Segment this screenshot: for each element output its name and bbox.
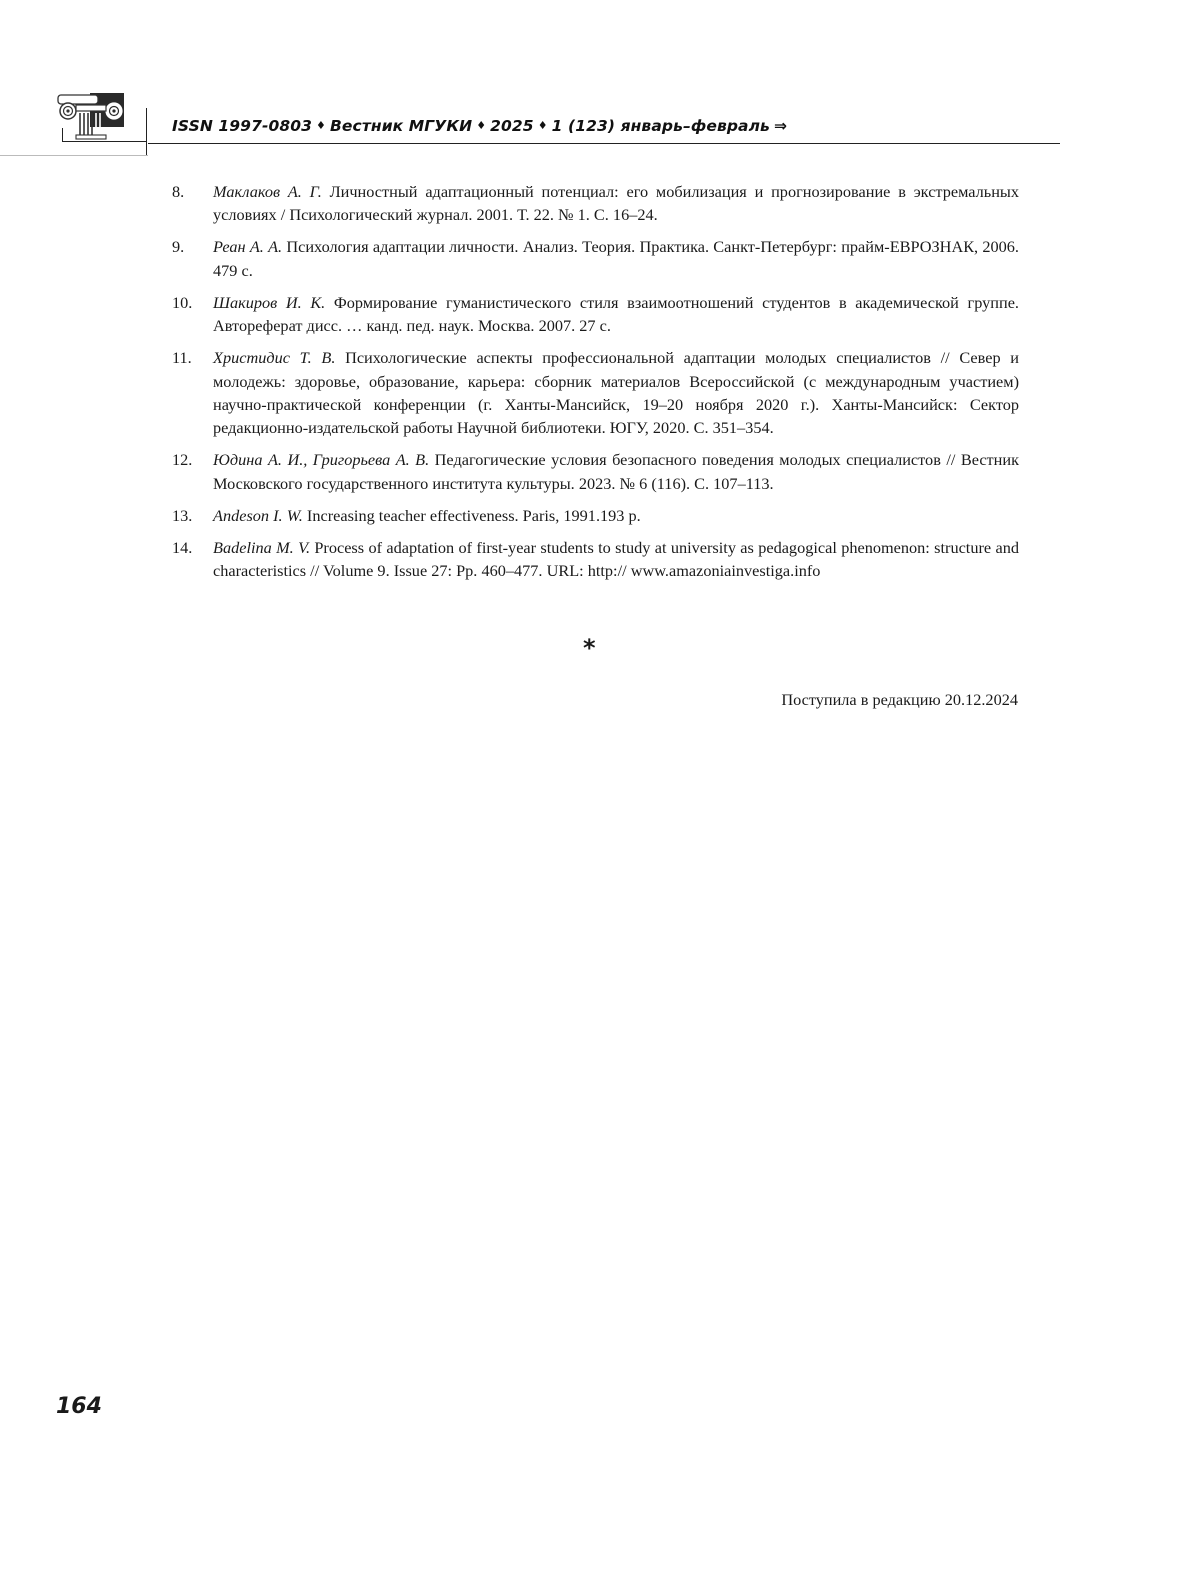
reference-number: 14. <box>172 537 193 557</box>
reference-number: 8. <box>172 182 185 201</box>
reference-item <box>172 291 1019 338</box>
reference-text: Increasing teacher effectiveness. Paris, 1991.193 p. <box>306 505 641 525</box>
received-date: Поступила в редакцию 20.12.2024 <box>781 690 1018 709</box>
reference-author: Христидис Т. В. <box>213 348 336 368</box>
reference-item <box>172 235 1019 282</box>
reference-author: Badelina M. V. <box>213 537 311 557</box>
running-header <box>0 88 1200 160</box>
page-number: 164 <box>56 1394 102 1419</box>
header-rule <box>0 155 148 156</box>
journal-name: Вестник МГУКИ <box>330 117 473 135</box>
reference-text: Психология адаптации личности. Анализ. Теория. Практика. Санкт-Петербург: прайм-ЕВРОЗНАК, 2006. 479 с. <box>213 237 1020 280</box>
reference-item <box>172 536 1019 583</box>
reference-number: 9. <box>172 237 185 257</box>
reference-number: 10. <box>172 292 193 312</box>
reference-author: Шакиров И. К. <box>213 292 326 312</box>
reference-text: Психологические аспекты профессиональной адаптации молодых специалистов // Север и молодежь: здоровье, образование, карьера: сборник материалов Всероссийской (с международным участием) научно-практической конференции (г. Ханты-Мансийск, 19–20 ноября 2020 г.). Ханты-Мансийск: Сектор редакционно-издательской работы Научной библиотеки. ЮГУ, 2020. С. 351–354. <box>213 348 1019 438</box>
ionic-column-capital-icon <box>56 91 126 143</box>
next-arrow-icon: ⇒ <box>773 117 788 135</box>
journal-title-line <box>172 117 787 135</box>
issn: ISSN 1997-0803 <box>172 117 313 135</box>
reference-author: Маклаков А. Г. <box>213 182 322 201</box>
reference-text: Личностный адаптационный потенциал: его мобилизация и прогнозирование в экстремальных условиях / Психологический журнал. 2001. Т. 22. № 1. С. 16–24. <box>213 182 1019 225</box>
reference-author: Юдина А. И., Григорьева А. В. <box>213 450 430 470</box>
reference-text: Педагогические условия безопасного поведения молодых специалистов // Вестник Московского государственного института культуры. 2023. № 6 (116). С. 107–113. <box>213 450 1020 493</box>
reference-item <box>172 504 1019 527</box>
reference-text: Process of adaptation of first-year students to study at university as pedagogical phenomenon: structure and characteristics // Volume 9. Issue 27: Pp. 460–477. URL: http:// www.amazoniainvestiga.info <box>213 537 1019 581</box>
header-rule <box>146 108 147 156</box>
separator-diamond: ♦ <box>316 119 326 132</box>
reference-item <box>172 448 1019 495</box>
header-rule <box>62 128 63 142</box>
separator-diamond: ♦ <box>537 119 548 132</box>
reference-author: Andeson I. W. <box>213 505 303 525</box>
reference-author: Реан А. А. <box>213 237 283 257</box>
reference-text: Формирование гуманистического стиля взаимоотношений студентов в академической группе. Автореферат дисс. … канд. пед. наук. Москва. 2007. 27 с. <box>213 292 1019 336</box>
section-divider: * <box>583 634 596 662</box>
reference-item <box>172 346 1019 440</box>
header-rule <box>148 143 1060 144</box>
journal-issue: 1 (123) январь–февраль <box>551 117 770 135</box>
journal-year: 2025 <box>490 117 534 135</box>
reference-list <box>172 180 1019 591</box>
reference-item <box>172 180 1019 227</box>
reference-number: 13. <box>172 505 193 525</box>
header-rule <box>62 141 146 142</box>
reference-number: 11. <box>172 348 192 368</box>
separator-diamond: ♦ <box>476 119 487 132</box>
reference-number: 12. <box>172 450 193 470</box>
